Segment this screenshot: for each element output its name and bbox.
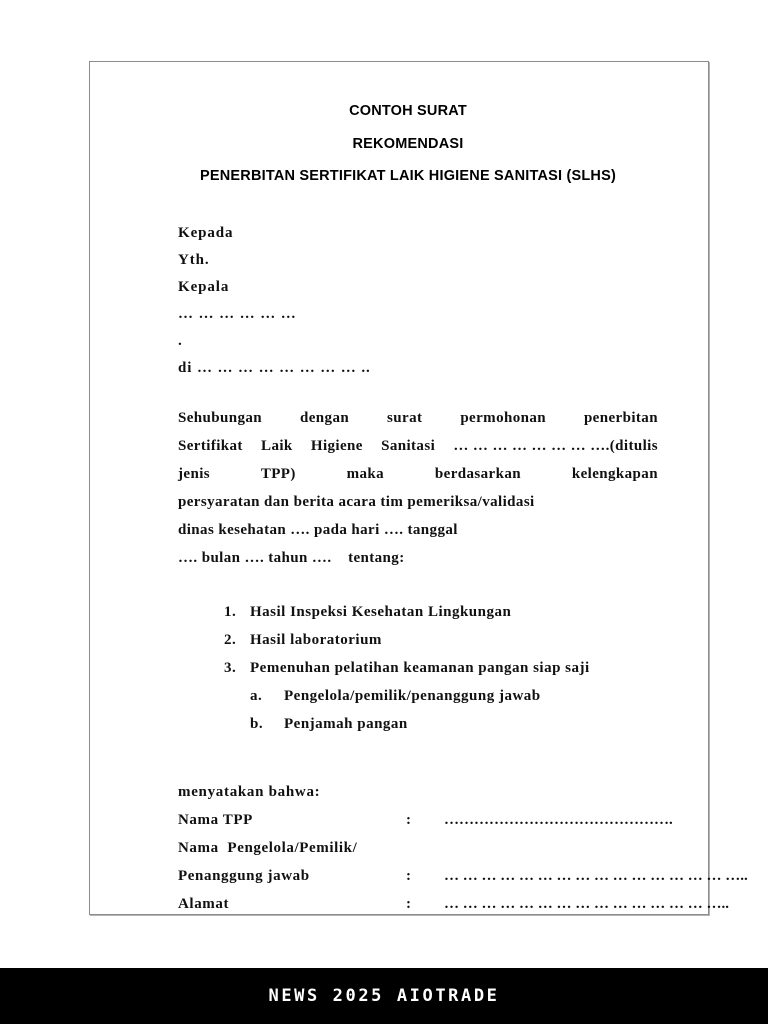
banner-label: NEWS 2025 AIOTRADE <box>268 986 500 1006</box>
field-value-placeholder: … … … … … … … … … … … … … … … ….. <box>444 867 748 884</box>
sub-list-item-label: Penjamah pangan <box>284 715 408 732</box>
address-block <box>178 220 682 382</box>
body-paragraph <box>178 404 658 572</box>
list-item <box>224 654 682 682</box>
field-row <box>178 890 729 918</box>
address-line: Yth. <box>178 251 210 268</box>
sub-list-item-label: Pengelola/pemilik/penanggung jawab <box>284 687 541 704</box>
body-word: TPP) <box>260 465 296 482</box>
body-line: …. bulan …. tahun …. tentang: <box>178 549 405 566</box>
list-item <box>224 598 682 626</box>
field-value-placeholder: ………………………………………. <box>444 811 673 828</box>
field-row <box>178 806 682 834</box>
body-word: jenis <box>178 465 210 482</box>
body-word: … … … … … … … ….(ditulis <box>453 437 658 454</box>
address-line: Kepada <box>178 224 234 241</box>
sub-list-marker: b. <box>250 715 264 732</box>
body-word: berdasarkan <box>434 465 521 482</box>
body-word: Sanitasi <box>381 437 436 454</box>
field-label: Alamat <box>178 895 230 912</box>
field-value-placeholder: … … … … … … … … … … … … … … ….. <box>444 895 729 912</box>
field-colon: : <box>406 895 412 912</box>
list-item <box>224 626 682 654</box>
field-row <box>178 862 748 890</box>
address-line: Kepala <box>178 278 230 295</box>
sub-list-item <box>250 710 682 738</box>
body-word: dengan <box>300 409 350 426</box>
document-title-line-1: CONTOH SURAT <box>349 103 467 119</box>
bottom-banner <box>0 968 768 1024</box>
body-word: kelengkapan <box>571 465 658 482</box>
fields-block <box>178 778 748 918</box>
body-line <box>178 404 658 432</box>
body-line <box>178 460 658 488</box>
document-title-line-2: REKOMENDASI <box>352 135 464 152</box>
field-row <box>178 834 682 862</box>
list-item-label: Pemenuhan pelatihan keamanan pangan siap saji <box>250 659 590 676</box>
document-page <box>89 61 748 915</box>
list-marker: 1. <box>224 603 237 620</box>
body-line: dinas kesehatan …. pada hari …. tanggal <box>178 521 458 538</box>
field-label: Penanggung jawab <box>178 867 310 884</box>
address-line: di … … … … … … … … .. <box>178 359 371 376</box>
field-label: Nama Pengelola/Pemilik/ <box>178 839 358 856</box>
body-line: persyaratan dan berita acara tim pemeriksa/validasi <box>178 493 535 510</box>
body-word: Sehubungan <box>178 409 263 426</box>
body-word: penerbitan <box>583 409 658 426</box>
document-title-line-3: PENERBITAN SERTIFIKAT LAIK HIGIENE SANITASI (SLHS) <box>199 168 616 184</box>
address-line: … … … … … … <box>178 305 297 322</box>
body-word: Laik <box>261 437 293 454</box>
list-marker: 2. <box>224 631 237 648</box>
field-colon: : <box>406 811 412 828</box>
body-word: Sertifikat <box>178 437 243 454</box>
field-label: Nama TPP <box>178 811 253 828</box>
body-word: maka <box>346 465 385 482</box>
body-word: permohonan <box>460 409 546 426</box>
list-item-label: Hasil Inspeksi Kesehatan Lingkungan <box>250 603 512 620</box>
sub-list-marker: a. <box>250 687 263 704</box>
list-marker: 3. <box>224 659 237 676</box>
fields-intro-text: menyatakan bahwa: <box>178 783 321 800</box>
address-line: . <box>178 332 183 349</box>
list-item-label: Hasil laboratorium <box>250 631 382 648</box>
field-colon: : <box>406 867 412 884</box>
body-line <box>178 432 658 460</box>
body-word: surat <box>387 409 423 426</box>
document-content <box>90 62 748 914</box>
body-word: Higiene <box>310 437 363 454</box>
sub-list-item <box>250 682 682 710</box>
numbered-list <box>224 598 682 738</box>
